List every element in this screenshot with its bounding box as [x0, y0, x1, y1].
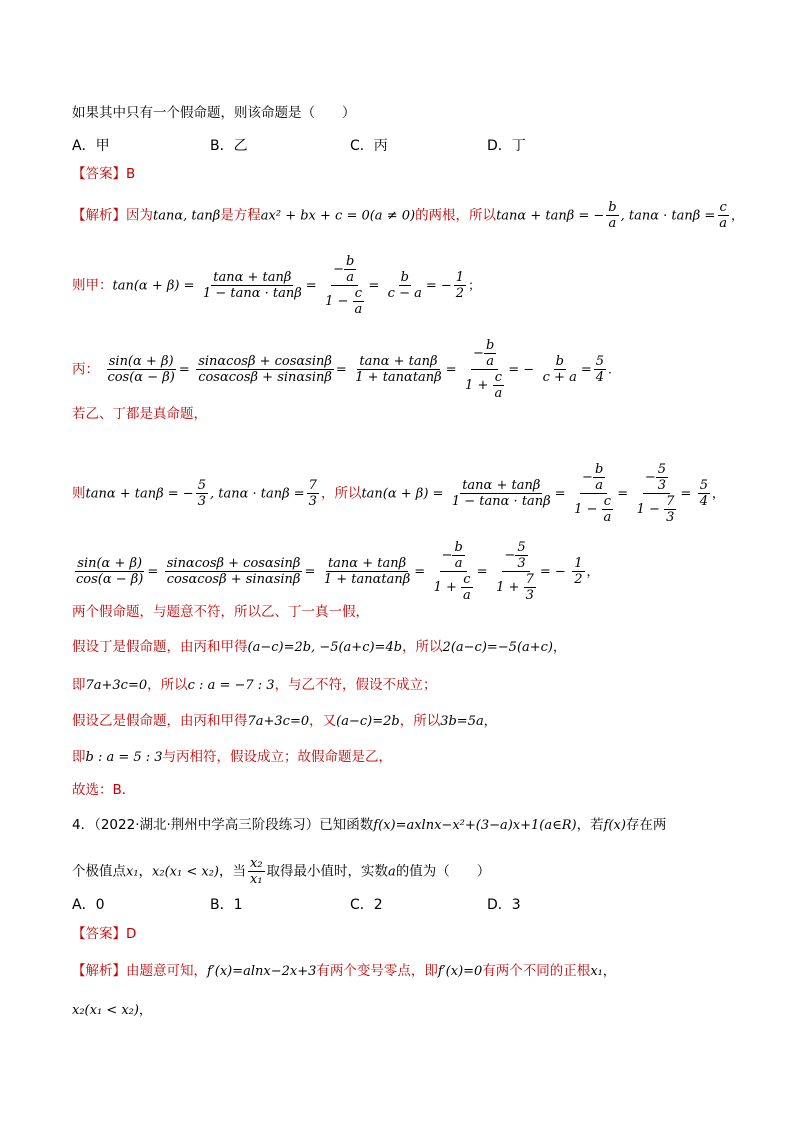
- contradiction-line: 两个假命题，与题意不符，所以乙、丁一真一假，: [72, 604, 369, 620]
- q4-stem-line-1: 4．（2022·湖北·荆州中学高三阶段练习）已知函数f(x)=axlnx−x²+(3−a)x+1(a∈R)，若f(x)存在两: [72, 817, 667, 833]
- formula-root-relation: tanα + tanβ = −: [496, 208, 605, 224]
- answer-value: B: [126, 166, 136, 182]
- analysis-label: 【解析】: [72, 207, 126, 224]
- bing-line: 丙： $\frac{\sin(\alpha + \beta)}{\cos(\alpha - \beta)}$ = $\frac{\sin\alpha\cos\beta + \cos\alpha\sin\beta}{\cos\alpha\cos\beta + \sin\alpha\sin\beta}$ = $\frac{\tan\alpha + \tan\beta}{1 + \tan\alpha\tan\beta}$ = − $\frac{b}{a}$ 1 + $\frac{c}{a}$ = − $\frac{b}{c + a}$ = $\frac{5}{4}$ .: [72, 338, 612, 401]
- q4-function: f(x)=axlnx−x²+(3−a)x+1(a∈R): [373, 818, 577, 833]
- choose-line: 故选：B．: [72, 782, 136, 798]
- q4-stem-line-2: 个极值点x₁，x₂(x₁ < x₂)，当 $\frac{\text{x₂}}{\text{x₁}}$ 取得最小值时，实数a的值为（ ）: [72, 856, 491, 887]
- option-c[interactable]: C．丙: [350, 138, 388, 154]
- q4-option-a[interactable]: A．0: [72, 897, 105, 913]
- analysis-line-1: 【解析】因为tanα, tanβ是方程ax² + bx + c = 0(a ≠ 0)的两根，所以tanα + tanβ = − $\frac{b}{a}$ , tanα · tanβ = $\frac{c}{a}$ ，: [72, 200, 744, 231]
- q4-analysis-line-2: x₂(x₁ < x₂)，: [72, 1002, 152, 1018]
- case2-line-2: 即b : a = 5 : 3与丙相符，假设成立；故假命题是乙，: [72, 749, 393, 765]
- question-stem: 如果其中只有一个假命题，则该命题是（ ）: [72, 105, 356, 121]
- q4-option-c[interactable]: C．2: [350, 897, 383, 913]
- case1-line-2: 即7a+3c=0，所以c : a = −7 : 3，与乙不符，假设不成立；: [72, 677, 437, 693]
- bing2-line: $\frac{\sin(\alpha + \beta)}{\cos(\alpha - \beta)}$ = $\frac{\sin\alpha\cos\beta + \cos\alpha\sin\beta}{\cos\alpha\cos\beta + \sin\alpha\sin\beta}$ = $\frac{\tan\alpha + \tan\beta}{1 + \tan\alpha\tan\beta}$ = − $\frac{b}{a}$ 1 + $\frac{c}{a}$ = − $\frac{5}{3}$ 1 + $\frac{7}{3}$ = − $\frac{1}{2}$ ，: [76, 540, 600, 603]
- answer-label: 【答案】: [72, 166, 126, 182]
- q4-option-b[interactable]: B．1: [210, 897, 243, 913]
- q4-answer-line: 【答案】D: [72, 926, 137, 942]
- jia-line: 则甲：tan(α + β) = $\frac{\tan\alpha + \tan\beta}{1 - \tan\alpha \cdot \tan\beta}$ = − $\frac{b}{a}$ 1 − $\frac{c}{a}$ = $\frac{b}{c - a}$ = − $\frac{1}{2}$ ；: [72, 254, 481, 317]
- case1-line: 假设丁是假命题，由丙和甲得(a−c)=2b, −5(a+c)=4b，所以2(a−c)=−5(a+c)，: [72, 639, 566, 655]
- option-d[interactable]: D．丁: [487, 138, 526, 154]
- q4-option-d[interactable]: D．3: [487, 897, 521, 913]
- suppose-true: 若乙、丁都是真命题，: [72, 406, 207, 422]
- case2-line: 假设乙是假命题，由丙和甲得7a+3c=0，又(a−c)=2b，所以3b=5a，: [72, 713, 497, 729]
- q4-analysis-line-1: 【解析】由题意可知，f′(x)=alnx−2x+3有两个变号零点，即f′(x)=0有两个不同的正根x₁，: [72, 963, 616, 979]
- answer-line: [72, 165, 135, 183]
- yi-ding-line: 则tanα + tanβ = − $\frac{5}{3}$ , tanα · tanβ = $\frac{7}{3}$ ，所以tan(α + β) = $\frac{\tan\alpha + \tan\beta}{1 - \tan\alpha \cdot \tan\beta}$ = − $\frac{b}{a}$ 1 − $\frac{c}{a}$ = − $\frac{5}{3}$ 1 − $\frac{7}{3}$ = $\frac{5}{4}$ ，: [72, 462, 725, 525]
- option-a[interactable]: A．甲: [72, 138, 110, 154]
- option-b[interactable]: B．乙: [210, 138, 248, 154]
